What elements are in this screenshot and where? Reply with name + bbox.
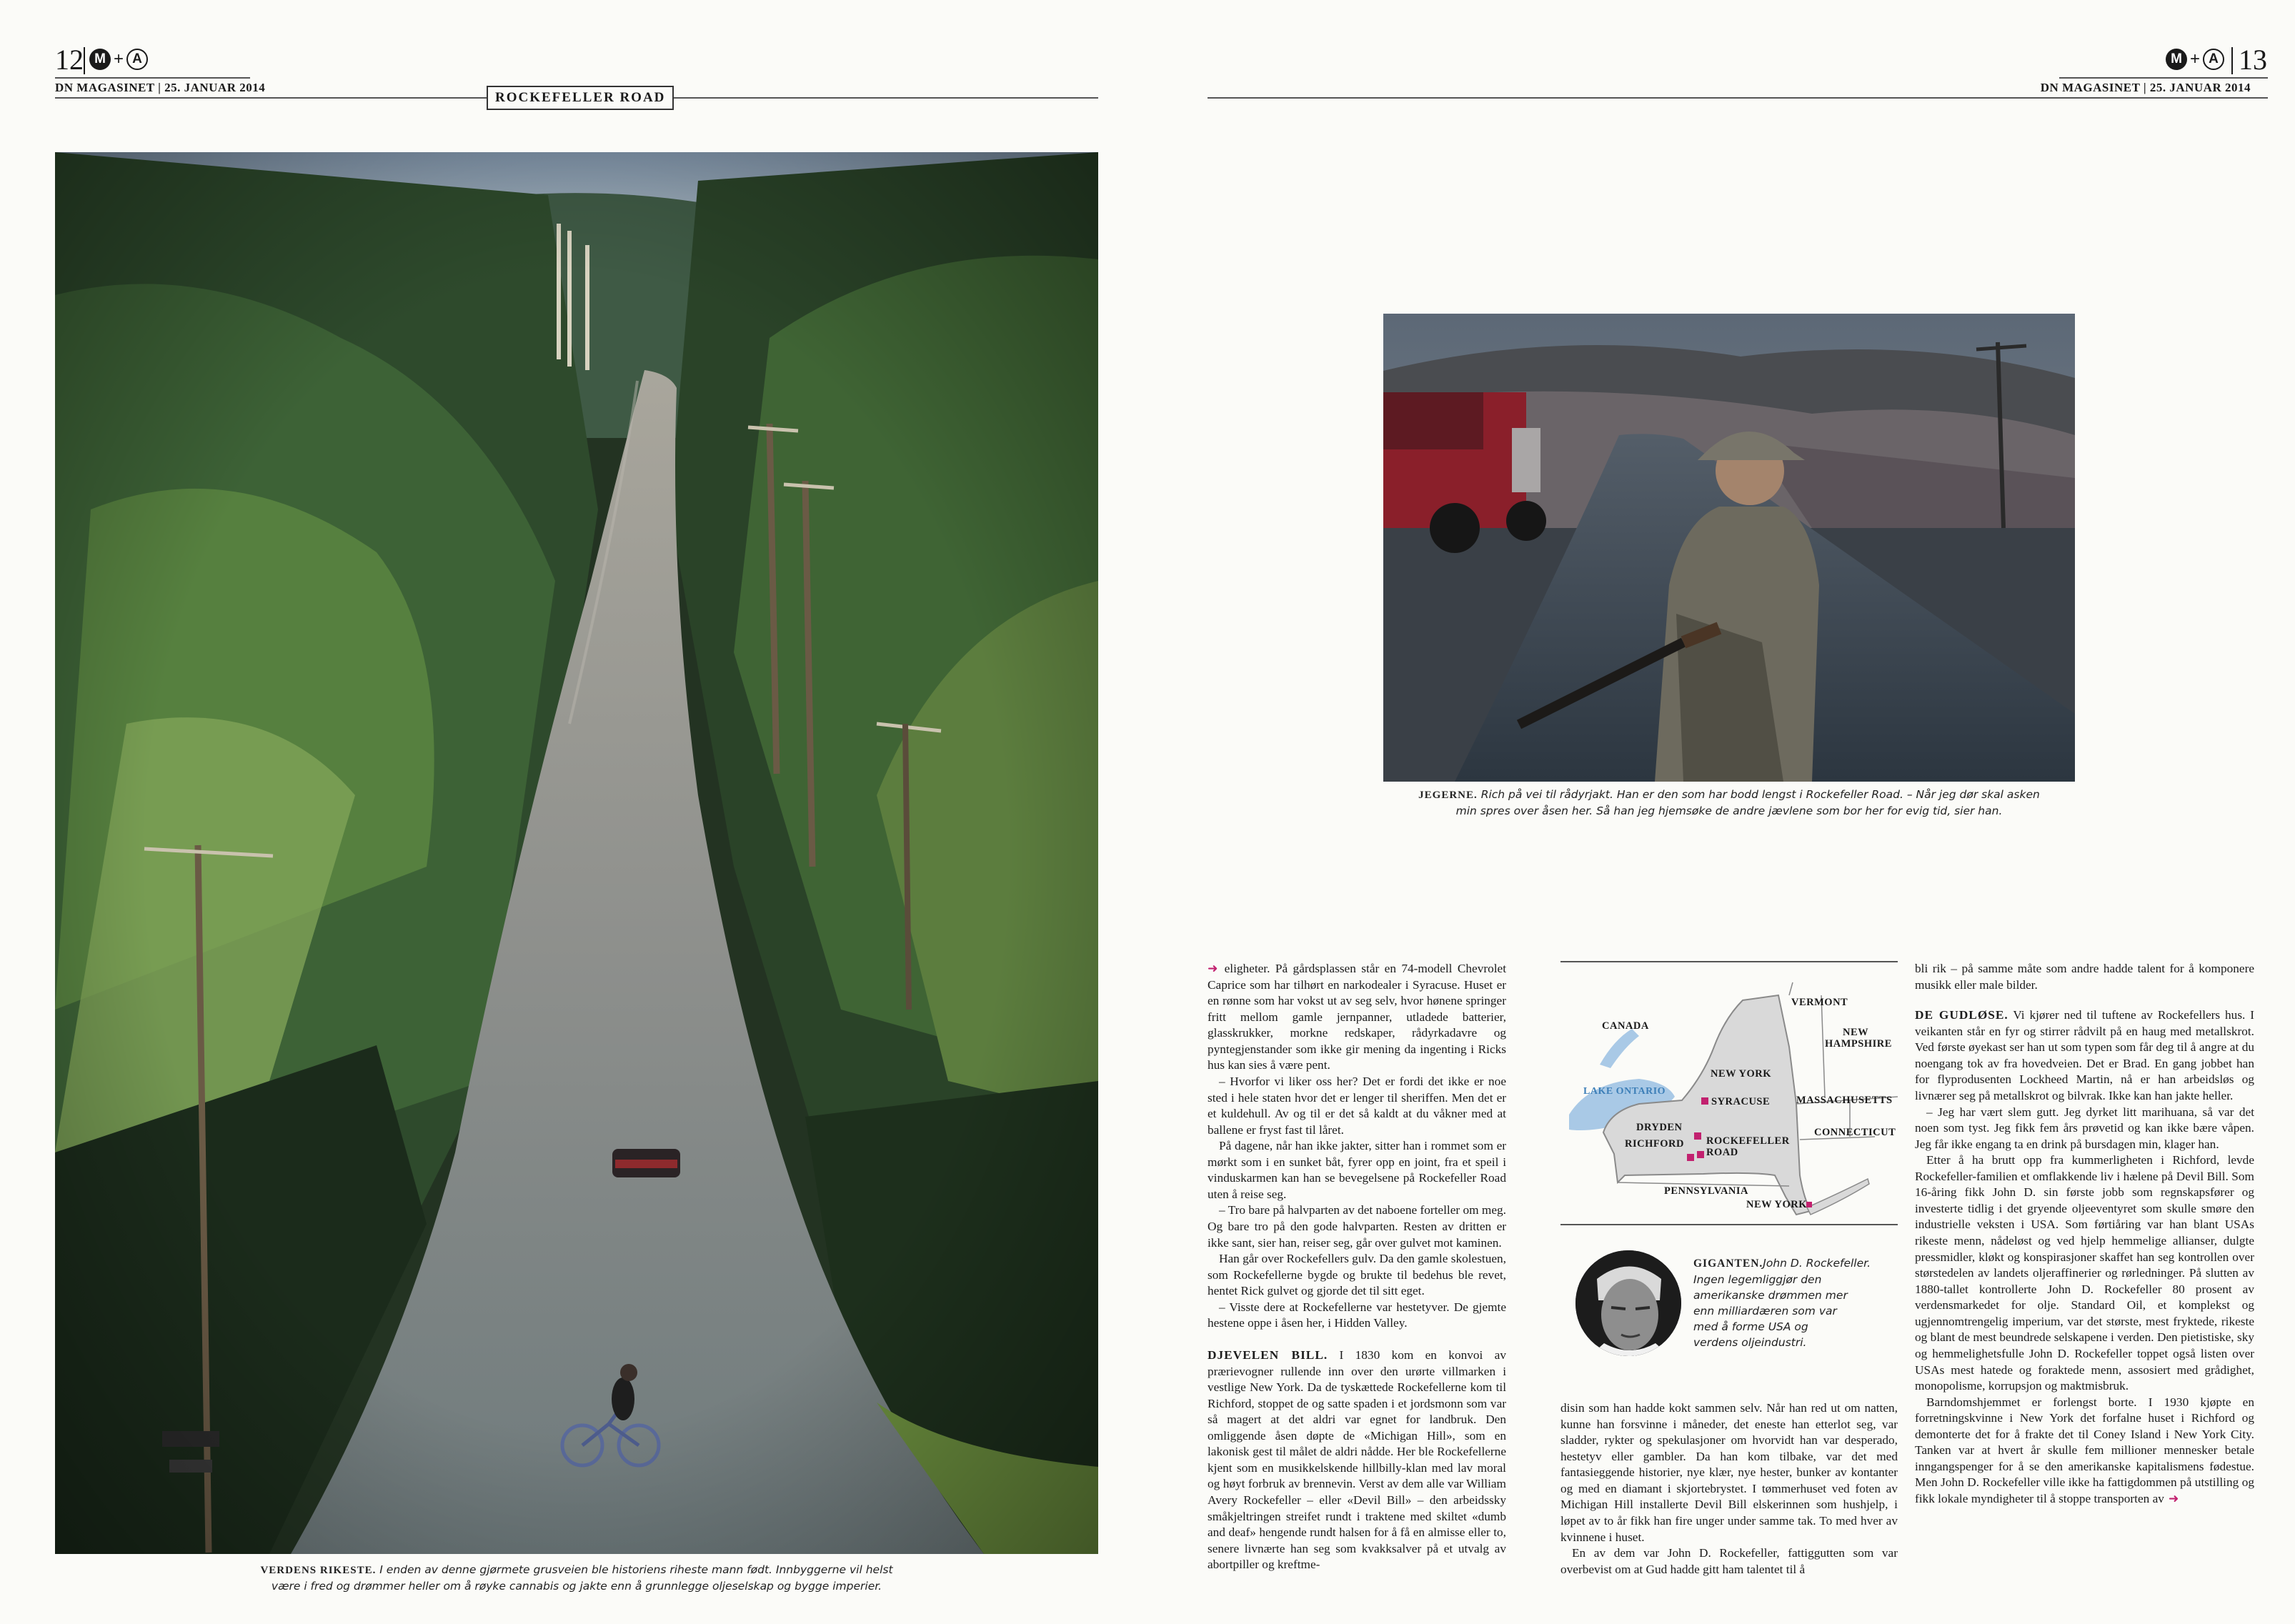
article-column-3 <box>1915 961 2254 1583</box>
road-photo-caption <box>55 1562 1098 1594</box>
logo-m-icon: M <box>2166 49 2187 70</box>
right-masthead: DN MAGASINET | 25. JANUAR 2014 <box>2040 81 2251 94</box>
bio-line-6: verdens oljeindustri. <box>1693 1336 1807 1349</box>
logo-a-icon: A <box>2203 49 2224 70</box>
caption-lead: JEGERNE. <box>1418 789 1478 801</box>
continue-arrow-icon: ➜ <box>2164 1492 2179 1506</box>
bio-line-1: John D. Rockefeller. <box>1763 1257 1871 1270</box>
left-header-rule <box>55 77 250 79</box>
map-label-new-york-city: NEW YORK <box>1746 1199 1807 1210</box>
map-label-rockefeller-road-1: ROCKEFELLER <box>1706 1135 1790 1147</box>
article-column-1 <box>1208 961 1506 1583</box>
bio-line-3: amerikanske drømmen mer <box>1693 1289 1848 1302</box>
hunter-photo-caption <box>1383 787 2075 819</box>
map-label-dryden: DRYDEN <box>1636 1122 1683 1133</box>
map-label-syracuse: SYRACUSE <box>1711 1096 1771 1107</box>
column-1-paragraph-6: – Visste dere at Rockefellerne var hestetyver. De gjemte hestene oppe i åsen her, i Hidden Valley. <box>1208 1300 1506 1330</box>
article-column-2 <box>1560 1400 1898 1583</box>
map-label-new-hampshire-2: HAMPSHIRE <box>1825 1038 1892 1050</box>
bio-lead: GIGANTEN. <box>1693 1257 1763 1270</box>
caption-line-2: være i fred og drømmer heller om å røyke cannabis og jakte enn å grunnlegge oljeselskap og bygge imperier. <box>271 1580 882 1593</box>
column-1-paragraph-4: – Tro bare på halvparten av det naboene forteller om meg. Og bare tro på den gode halvparten. Resten av dritten er ikke sant, sier han, reiser seg, går over gulvet mot kaminen. <box>1208 1203 1506 1250</box>
map-label-new-hampshire-1: NEW <box>1843 1027 1869 1038</box>
paragraph-text: eligheter. På gårdsplassen står en 74-modell Chevrolet Caprice som har tilhørt en narkodealer i Syracuse. Huset er en rønne som har vokst ut av seg selv, hvor hønene springer fritt mellom gamle jernpanner, utladede batterier, glasskrukker, morkne redskaper, rådyrkadavre og pyntegjenstander som ikke gir mening da ingenting i Ricks hus kan sies å være pent. <box>1208 962 1506 1072</box>
logo-a-icon: A <box>126 49 148 70</box>
logo-plus: + <box>2190 49 2201 69</box>
subhead-devil-bill: DJEVELEN BILL. <box>1208 1347 1328 1362</box>
logo-plus: + <box>114 49 124 69</box>
logo-m-icon: M <box>89 49 111 70</box>
map-label-new-york-state: NEW YORK <box>1711 1068 1771 1080</box>
right-page-number: 13 <box>2239 44 2267 76</box>
caption-line-1: Rich på vei til rådyrjakt. Han er den som har bodd lengst i Rockefeller Road. – Når jeg dør skal asken <box>1480 788 2040 801</box>
column-2-paragraph-1: disin som han hadde kokt sammen selv. Når han red ut om natten, kunne han forsvinne i måneder, det enestе han etterlot seg, var sladder, rykter og spekulasjoner om hvorvidt han var desperado, hestetyv eller gambler. Da han kom tilbake, var det med fantasieggende historier, nye klær, nye hester, bunker av kontanter og med en diamant i skjortebrystet. I tømmerhuset ved foten av Michigan Hill installerte Devil Bill elskerinnen som hushjelp, i løpet av to år fikk han fire unger under samme tak. To med hver av kvinnene i huset. <box>1560 1401 1898 1544</box>
right-header-rule <box>2059 77 2268 79</box>
column-2-paragraph-2: En av dem var John D. Rockefeller, fattiggutten som var overbevist om at Gud hadde gitt ham talentet til å <box>1560 1546 1898 1576</box>
map-label-rockefeller-road-2: ROAD <box>1706 1147 1738 1158</box>
column-3-paragraph-3: – Jeg har vært slem gutt. Jeg dyrket litt marihuana, så var det noen som tyst. Jeg fikk fem års prøvetid og kan ikke bære våpen. Jeg får ikke engang ta en drink på bursdagen min, klager han. <box>1915 1105 2254 1151</box>
column-1-paragraph-5: Han går over Rockefellers gulv. Da den gamle skolestuen, som Rockefellerne bygde og brukte til bedehus ble revet, hentet Rick gulvet og gjorde det til sitt eget. <box>1208 1252 1506 1298</box>
right-number-separator <box>2231 47 2233 74</box>
column-1-paragraph-3: På dagene, når han ikke jakter, sitter han i rommet som er mørkt som i en sunket båt, fyrer opp en joint, fra et speil i vinduskarmen kan han se bevegelsene på Rockefeller Road uten å reise seg. <box>1208 1139 1506 1201</box>
map-label-canada: CANADA <box>1602 1020 1649 1032</box>
caption-line-1: I enden av denne gjørmete grusveien ble historiens riheste mann født. Innbyggerne vil helst <box>379 1563 893 1576</box>
rockefeller-portrait <box>1575 1250 1681 1356</box>
left-masthead: DN MAGASINET | 25. JANUAR 2014 <box>55 81 266 94</box>
left-page-number: 12 <box>55 44 84 76</box>
paragraph-text: Barndomshjemmet er forlengst borte. I 1930 kjøpte en forretningskvinne i New York det forfalne huset i Richford og demonterte det for å frakte det til Coney Island i New York City. Tanken var at hvert år skulle fem millioner mennesker betale inngangspenger for å se den amerikanske kapitalismens fødestue. Men John D. Rockefeller ville ikke ha fattigdommen på utstilling og fikk lokale myndigheter til å stoppe transporten av <box>1915 1395 2254 1505</box>
map-label-richford: RICHFORD <box>1625 1138 1684 1150</box>
bio-line-4: enn milliardæren som var <box>1693 1305 1837 1317</box>
column-1-paragraph-7 <box>1208 1347 1506 1573</box>
continue-arrow-icon: ➜ <box>1208 962 1225 976</box>
rockefeller-bio <box>1693 1255 1901 1350</box>
map-label-connecticut: CONNECTICUT <box>1814 1127 1896 1138</box>
hunter-photo <box>1383 314 2075 782</box>
map-label-pennsylvania: PENNSYLVANIA <box>1664 1185 1749 1197</box>
map-label-lake-ontario: LAKE ONTARIO <box>1583 1086 1666 1097</box>
right-magazine-logo <box>2166 49 2224 70</box>
location-map <box>1560 961 1898 1225</box>
column-3-paragraph-5 <box>1915 1395 2254 1508</box>
section-tag: ROCKEFELLER ROAD <box>487 86 674 110</box>
bio-line-5: med å forme USA og <box>1693 1320 1808 1333</box>
map-graphic <box>1560 961 1898 1225</box>
column-3-paragraph-4: Etter å ha brutt opp fra kummerligheten i Richford, levde Rockefeller-familien et omflakkende liv i hælene på Devil Bill. Som 16-åring fikk John D. sin første jobb som regnskapsfører og investerte tidlig i det gryende oljeeventyret som skulle smøre den industrielle veksten i USA. Som førtiåring var han blant USAs rikeste menn, nådeløst og ved hjelp hemmelige allianser, dulgte pressmidler, kløkt og konspirasjoner skaffet han seg kontrollen over størstedelen av landets oljeraffinerier og rørledninger. På slutten av 1880-tallet kontrollerte John D. Rockefeller 80 prosent av verdensmarkedet for olje. Standard Oil, et komplekst og ugjennomtrengelig imperium, var det største, mest fryktede, rikeste og blant de mest beundrede selskapene i verden. Den pietistiske, sky og hemmelighetsfulle John D. Rockefeller toppet også listen over USAs mest hatede og foraktede menn, assosiert med grådighet, monopolisme, korrupsjon og maktmisbruk. <box>1915 1153 2254 1393</box>
caption-lead: VERDENS RIKESTE. <box>260 1565 377 1576</box>
left-number-separator <box>84 47 85 74</box>
map-bottom-rule <box>1560 1224 1898 1225</box>
right-header-rule-2 <box>1208 97 2268 99</box>
caption-line-2: min spres over åsen her. Så han jeg hjemsøke de andre jævlene som bor her for evig tid, sier han. <box>1455 804 2003 818</box>
map-label-vermont: VERMONT <box>1791 997 1848 1008</box>
map-label-massachusetts: MASSACHUSETTS <box>1796 1095 1893 1106</box>
paragraph-text: Vi kjører ned til tuftene av Rockefellers hus. I veikanten står en fyr og stirrer rådvilt på en haug med metallskrot. Ved første øyekast ser han ut som typen som får deg til å angre at du noengang tok av fra hovedveien. Det er Brad. En gang jobbet han for flyprodusenten Lockheed Martin, nå er han arbeidsløs og livnærer seg på metallskrot og bilvrak. Ikke kan han jakte heller. <box>1915 1008 2254 1102</box>
left-magazine-logo <box>89 49 148 70</box>
bio-line-2: Ingen legemliggjør den <box>1693 1273 1822 1286</box>
column-1-paragraph-1 <box>1208 961 1506 1074</box>
road-photo <box>55 152 1098 1554</box>
column-3-paragraph-1: bli rik – på samme måte som andre hadde talent for å komponere musikk eller male bilder. <box>1915 962 2254 992</box>
column-1-paragraph-2: – Hvorfor vi liker oss her? Det er fordi det ikke er noe sted i hele staten hvor det er lenger til sheriffen. Men det er et kuldehull. Av og til er det så kaldt at du våkner med at ballene er fryst fast til låret. <box>1208 1074 1506 1137</box>
paragraph-text: I 1830 kom en konvoi av prærievogner rullende inn over den urørte villmarken i vestlige New York. Da de tyskættede Rockefellerne kom til Richford, stoppet de og satte spaden i et jordsmonn som var så magert at det aldri var egnet for landbruk. Den omliggende åsen døpte de «Michigan Hill», som en lakonisk gest til målet de aldri nådde. Her ble Rockefellerne kjent som en musikkelskende hillbilly-klan med lav moral og høyt forbruk av brennevin. Verst av dem alle var William Avery Rockefeller – eller «Devil Bill» – den arbeidssky småkjeltringen streifet rundt i traktene med skiltet «dumb and deaf» hengende rundt halsen for å få en almisse eller to, senere livnærte han seg som kvakksalver på et utvalg av abortpiller og kreftme- <box>1208 1347 1506 1572</box>
subhead-de-gudlose: DE GUDLØSE. <box>1915 1008 2008 1022</box>
column-3-paragraph-2 <box>1915 1007 2254 1104</box>
